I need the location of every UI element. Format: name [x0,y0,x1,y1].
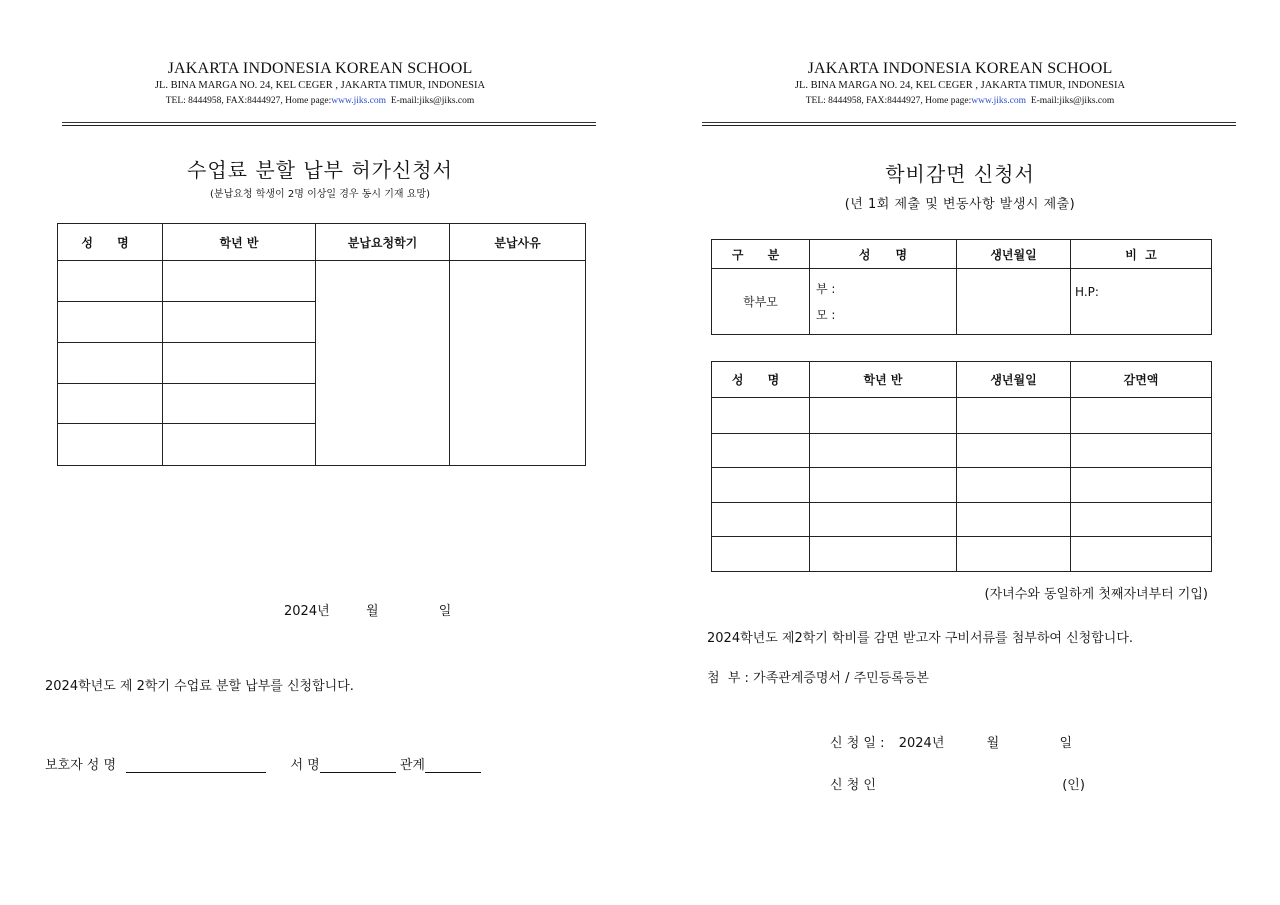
parent-remarks-cell[interactable] [1071,269,1212,335]
grade-cell[interactable] [163,384,316,424]
form-subtitle: (분납요청 학생이 2명 이상일 경우 동시 기재 요망) [210,189,430,200]
apply-date-line [830,732,1072,751]
applicant-label: 신 청 인 [830,778,876,793]
date-year: 2024년 [284,604,330,619]
name-cell[interactable] [58,424,163,466]
table-header-row [58,224,586,261]
header-remarks: 비 고 [1071,240,1212,269]
parent-row-label: 학부모 [712,269,810,335]
cell[interactable] [957,503,1071,537]
cell[interactable] [712,398,810,434]
student-header-row [712,362,1212,398]
table-row [712,503,1212,537]
cell[interactable] [1071,468,1212,503]
grade-cell[interactable] [163,302,316,343]
cell[interactable] [1071,434,1212,468]
parent-names-cell[interactable] [810,269,957,335]
date-line [284,600,451,619]
mother-label: 모 : [816,307,836,322]
school-tel-fax: TEL: 8444958, FAX:8444927, Home page: [805,96,972,106]
school-contact [40,95,600,108]
table-row [712,537,1212,572]
date-month[interactable]: 월 [365,604,379,619]
school-email[interactable]: jiks@jiks.com [1059,96,1115,106]
cell[interactable] [712,537,810,572]
school-name: JAKARTA INDONESIA KOREAN SCHOOL [167,60,473,77]
school-header [680,60,1240,108]
cell[interactable] [810,398,957,434]
school-tel-fax: TEL: 8444958, FAX:8444927, Home page: [165,96,332,106]
school-header [40,60,600,108]
seal-mark[interactable]: (인) [1062,778,1085,793]
guardian-signature-line [45,754,481,773]
attachment-value: 가족관계증명서 / 주민등록등본 [753,671,929,686]
cell[interactable] [1071,398,1212,434]
cell[interactable] [957,398,1071,434]
right-page-tuition-reduction-form [640,0,1280,905]
cell[interactable] [810,434,957,468]
request-statement: 2024학년도 제2학기 학비를 감면 받고자 구비서류를 첨부하여 신청합니다. [707,631,1134,646]
hp-label: H.P: [1075,285,1099,299]
guardian-name-field[interactable] [126,759,266,773]
header-requested-semester: 분납요청학기 [316,224,450,261]
attachment-label: 첨 부 : [707,671,749,686]
attachment-line [707,667,929,686]
cell[interactable] [957,468,1071,503]
parent-header-row [712,240,1212,269]
children-note: (자녀수와 동일하게 첫째자녀부터 기입) [984,587,1208,602]
header-name: 성 명 [810,240,957,269]
grade-cell[interactable] [163,343,316,384]
header-installment-reason: 분납사유 [450,224,586,261]
grade-cell[interactable] [163,424,316,466]
semester-cell[interactable] [316,261,450,466]
table-row [712,434,1212,468]
request-statement: 2024학년도 제 2학기 수업료 분할 납부를 신청합니다. [45,679,354,694]
school-email-label: E-mail: [1030,96,1060,106]
parent-row [712,269,1212,335]
grade-cell[interactable] [163,261,316,302]
cell[interactable] [810,468,957,503]
school-email-label: E-mail: [390,96,420,106]
cell[interactable] [712,434,810,468]
apply-year: 2024년 [898,736,945,751]
header-divider [702,122,1236,126]
header-birthdate: 생년월일 [957,240,1071,269]
applicant-line [830,774,1085,793]
school-homepage-link[interactable]: www.jiks.com [971,96,1027,106]
school-address: JL. BINA MARGA NO. 24, KEL CEGER , JAKARTA TIMUR, INDONESIA [794,80,1126,91]
header-birthdate: 생년월일 [957,362,1071,398]
header-name: 성 명 [712,362,810,398]
signature-field[interactable] [320,759,396,773]
apply-date-label: 신 청 일 : [830,736,885,751]
name-cell[interactable] [58,384,163,424]
cell[interactable] [1071,503,1212,537]
cell[interactable] [810,537,957,572]
cell[interactable] [957,434,1071,468]
header-divider [62,122,596,126]
reason-cell[interactable] [450,261,586,466]
cell[interactable] [1071,537,1212,572]
header-name: 성 명 [58,224,163,261]
school-name: JAKARTA INDONESIA KOREAN SCHOOL [807,60,1113,77]
signature-label: 서 명 [290,758,320,773]
apply-day[interactable]: 일 [1059,736,1073,751]
school-homepage-link[interactable]: www.jiks.com [331,96,387,106]
cell[interactable] [712,468,810,503]
name-cell[interactable] [58,343,163,384]
name-cell[interactable] [58,302,163,343]
parent-birthdate-cell[interactable] [957,269,1071,335]
table-row [712,398,1212,434]
cell[interactable] [957,537,1071,572]
form-title: 수업료 분할 납부 허가신청서 [187,158,453,182]
date-day[interactable]: 일 [438,604,452,619]
school-address: JL. BINA MARGA NO. 24, KEL CEGER , JAKARTA TIMUR, INDONESIA [154,80,486,91]
father-label: 부 : [816,281,836,296]
school-email[interactable]: jiks@jiks.com [419,96,475,106]
header-grade-class: 학년 반 [163,224,316,261]
cell[interactable] [810,503,957,537]
relation-field[interactable] [425,759,481,773]
name-cell[interactable] [58,261,163,302]
header-grade-class: 학년 반 [810,362,957,398]
table-row [58,261,586,302]
cell[interactable] [712,503,810,537]
form-subtitle: (년 1회 제출 및 변동사항 발생시 제출) [844,197,1076,212]
table-row [712,468,1212,503]
installment-table [57,223,586,466]
parent-table [711,239,1212,335]
student-table [711,361,1212,572]
guardian-name-label: 보호자 성 명 [45,758,117,773]
form-title: 학비감면 신청서 [885,162,1035,186]
school-contact [680,95,1240,108]
header-category: 구 분 [712,240,810,269]
apply-month[interactable]: 월 [986,736,1000,751]
header-reduction-amount: 감면액 [1071,362,1212,398]
relation-label: 관계 [399,758,425,773]
